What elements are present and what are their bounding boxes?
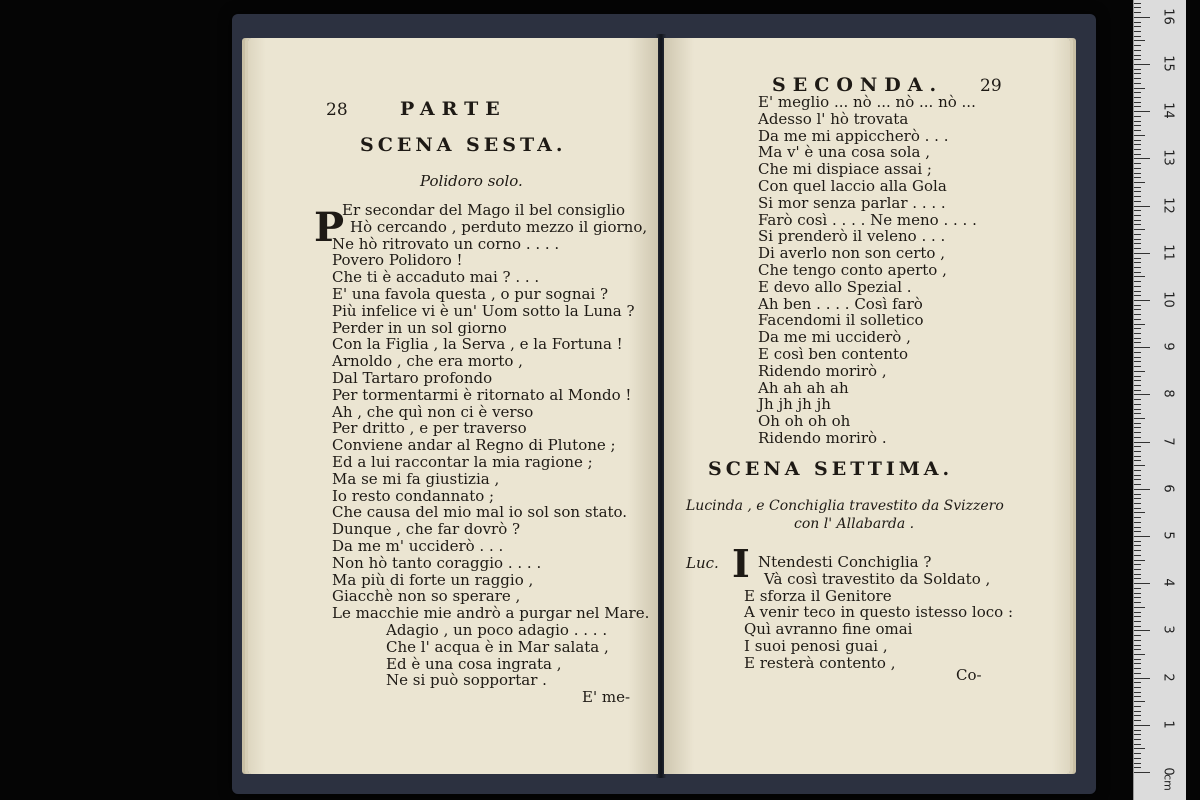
ruler-label: 1 — [1160, 720, 1176, 729]
ruler-tick — [1134, 338, 1141, 339]
ruler-tick — [1134, 267, 1141, 268]
ruler-tick — [1134, 3, 1141, 4]
ruler-tick — [1134, 182, 1145, 183]
ruler-tick — [1134, 701, 1145, 702]
ruler-tick — [1134, 446, 1141, 447]
ruler-tick — [1134, 376, 1141, 377]
ruler-tick — [1134, 545, 1141, 546]
ruler-label: 12 — [1160, 196, 1176, 214]
page-number: 28 — [326, 100, 348, 120]
ruler-tick — [1134, 78, 1141, 79]
verse-line: Ntendesti Conchiglia ? — [758, 553, 932, 571]
verse-line: Quì avranno fine omai — [744, 620, 913, 639]
ruler-tick — [1134, 399, 1141, 400]
verse-line: Per dritto , e per traverso — [332, 419, 527, 438]
ruler-tick — [1134, 125, 1141, 126]
ruler-tick — [1134, 734, 1141, 735]
character-line-continued: con l' Allabarda . — [794, 516, 915, 532]
ruler-tick — [1134, 319, 1141, 320]
verse-line: Che causa del mio mal io sol son stato. — [332, 503, 628, 522]
ruler-tick — [1134, 243, 1141, 244]
verse-line: Adagio , un poco adagio . . . . — [386, 620, 608, 639]
ruler-tick — [1134, 494, 1141, 495]
ruler-tick — [1134, 678, 1150, 679]
verse-line: Da me mi appiccherò . . . — [758, 126, 949, 145]
ruler-tick — [1134, 668, 1141, 669]
ruler-tick — [1134, 26, 1141, 27]
ruler-tick — [1134, 541, 1141, 542]
ruler-tick — [1134, 173, 1141, 174]
verse-line: Arnoldo , che era morto , — [332, 352, 523, 371]
verse-line: Ed è una cosa ingrata , — [386, 654, 562, 673]
verse-line: Ah ben . . . . Così farò — [758, 294, 923, 313]
verse-line: Er secondar del Mago il bel consiglio — [342, 201, 626, 219]
ruler-tick — [1134, 328, 1141, 329]
ruler-tick — [1134, 588, 1141, 589]
ruler-label: 15 — [1160, 55, 1176, 72]
ruler-tick — [1134, 88, 1145, 89]
catchword: Co- — [956, 666, 982, 684]
ruler-tick — [1134, 144, 1141, 145]
verse-line: Ridendo morirò . — [758, 428, 887, 447]
open-book — [232, 14, 1096, 794]
ruler-tick — [1134, 720, 1141, 721]
ruler-label: 9 — [1160, 342, 1176, 351]
verse-line: Con la Figlia , la Serva , e la Fortuna ! — [332, 335, 623, 354]
verse-line: Si mor senza parlar . . . . — [758, 193, 946, 212]
ruler-tick — [1134, 130, 1141, 131]
verse-line: Adesso l' hò trovata — [758, 109, 909, 128]
running-head: PARTE — [400, 98, 507, 120]
ruler-tick — [1134, 220, 1141, 221]
ruler-tick — [1134, 201, 1141, 202]
verse-line: Conviene andar al Regno di Plutone ; — [332, 436, 616, 455]
drop-cap: P — [314, 204, 345, 251]
ruler-tick — [1134, 116, 1141, 117]
ruler-tick — [1134, 140, 1141, 141]
ruler-tick — [1134, 31, 1141, 32]
ruler-tick — [1134, 64, 1150, 65]
verse-line: Dunque , che far dovrò ? — [332, 520, 521, 539]
verse-line: Jh jh jh jh — [758, 395, 831, 414]
ruler-tick — [1134, 224, 1141, 225]
ruler-tick — [1134, 696, 1141, 697]
ruler-tick — [1134, 45, 1141, 46]
verse-line: Che mi dispiace assai ; — [758, 160, 932, 179]
ruler-tick — [1134, 154, 1141, 155]
ruler-tick — [1134, 621, 1141, 622]
ruler-tick — [1134, 234, 1141, 235]
verse-line: E resterà contento , — [744, 653, 896, 672]
ruler-tick — [1134, 276, 1145, 277]
verse-lines — [332, 202, 649, 689]
ruler-tick — [1134, 550, 1141, 551]
ruler-tick — [1134, 763, 1141, 764]
verse-line: Più infelice vi è un' Uom sotto la Luna ? — [332, 301, 635, 320]
verse-line: Perder in un sol giorno — [332, 318, 507, 337]
verse-line: Ma v' è una cosa sola , — [758, 143, 930, 162]
ruler-tick — [1134, 36, 1141, 37]
ruler-tick — [1134, 508, 1141, 509]
verse-line: Da me m' ucciderò . . . — [332, 536, 504, 555]
ruler-tick — [1134, 281, 1141, 282]
verse-line: Che ti è accaduto mai ? . . . — [332, 268, 540, 287]
ruler-tick — [1134, 258, 1141, 259]
ruler-tick — [1134, 239, 1141, 240]
ruler-tick — [1134, 309, 1141, 310]
verse-line: Da me mi ucciderò , — [758, 328, 911, 347]
ruler-label: 13 — [1160, 149, 1176, 167]
verse-line: Dal Tartaro profondo — [332, 368, 493, 387]
verse-line: Facendomi il solletico — [758, 311, 924, 330]
ruler-tick — [1134, 715, 1141, 716]
ruler-tick — [1134, 711, 1141, 712]
verse-line: E devo allo Spezial . — [758, 277, 912, 296]
ruler-tick — [1134, 626, 1141, 627]
ruler-tick — [1134, 484, 1141, 485]
right-page — [664, 38, 1070, 774]
verse-line: Ridendo morirò , — [758, 361, 887, 380]
scene-title: SCENA SESTA. — [360, 134, 567, 156]
ruler-tick — [1134, 102, 1141, 103]
ruler-tick — [1134, 106, 1141, 107]
ruler-label: 6 — [1160, 484, 1176, 493]
ruler-tick — [1134, 92, 1141, 93]
scene-verse-lines — [744, 553, 1014, 672]
ruler-tick — [1134, 253, 1150, 254]
ruler-tick — [1134, 385, 1141, 386]
ruler-tick — [1134, 569, 1141, 570]
ruler-unit: cm — [1161, 774, 1175, 791]
ruler-tick — [1134, 83, 1141, 84]
verse-lines — [758, 94, 977, 447]
ruler-tick — [1134, 470, 1141, 471]
ruler-tick — [1134, 659, 1141, 660]
verse-line: Và così travestito da Soldato , — [764, 569, 991, 588]
ruler-tick — [1134, 597, 1141, 598]
verse-line: Con quel laccio alla Gola — [758, 176, 947, 195]
verse-line: I suoi penosi guai , — [744, 636, 888, 655]
ruler-tick — [1134, 50, 1141, 51]
ruler-tick — [1134, 498, 1141, 499]
verse-line: Le macchie mie andrò a purgar nel Mare. — [332, 604, 650, 623]
ruler-tick — [1134, 111, 1150, 112]
ruler-tick — [1134, 583, 1150, 584]
verse-line: Giacchè non so sperare , — [332, 587, 521, 606]
ruler-tick — [1134, 442, 1150, 443]
verse-line: Ed a lui raccontar la mia ragione ; — [332, 452, 593, 471]
ruler-label: 16 — [1160, 8, 1176, 25]
ruler-tick — [1134, 135, 1145, 136]
verse-line: Ne si può sopportar . — [386, 671, 547, 690]
verse-line: Oh oh oh oh — [758, 412, 851, 431]
ruler-tick — [1134, 739, 1141, 740]
ruler-tick — [1134, 555, 1141, 556]
verse-line: Di averlo non son certo , — [758, 244, 945, 263]
scene-title: SCENA SETTIMA. — [708, 458, 954, 480]
drop-cap: I — [732, 541, 750, 586]
ruler-tick — [1134, 380, 1141, 381]
catchword: E' me- — [582, 688, 631, 706]
speaker-label: Luc. — [686, 554, 719, 572]
ruler-tick — [1134, 758, 1141, 759]
ruler-tick — [1134, 460, 1141, 461]
ruler-tick — [1134, 772, 1150, 773]
ruler-label: 7 — [1160, 436, 1176, 446]
running-head: SECONDA. — [772, 74, 944, 96]
verse-line: Si prenderò il veleno . . . — [758, 227, 946, 246]
ruler-tick — [1134, 456, 1141, 457]
ruler-tick — [1134, 404, 1141, 405]
ruler-tick — [1134, 427, 1141, 428]
ruler-tick — [1134, 206, 1150, 207]
verse-line: Ma più di forte un raggio , — [332, 570, 534, 589]
ruler-tick — [1134, 531, 1141, 532]
ruler-tick — [1134, 272, 1141, 273]
ruler-tick — [1134, 475, 1141, 476]
ruler-tick — [1134, 357, 1141, 358]
ruler-tick — [1134, 616, 1141, 617]
ruler-label: 11 — [1160, 244, 1176, 261]
ruler-tick — [1134, 17, 1150, 18]
ruler-tick — [1134, 371, 1145, 372]
ruler-tick — [1134, 121, 1141, 122]
ruler-label: 8 — [1160, 389, 1176, 399]
ruler-tick — [1134, 324, 1145, 325]
verse-line: Io resto condannato ; — [332, 486, 495, 505]
ruler-tick — [1134, 536, 1150, 537]
ruler-tick — [1134, 394, 1150, 395]
ruler-tick — [1134, 97, 1141, 98]
ruler-tick — [1134, 730, 1141, 731]
ruler-tick — [1134, 163, 1141, 164]
character-line: Polidoro solo. — [420, 172, 523, 190]
ruler-tick — [1134, 229, 1145, 230]
ruler-tick — [1134, 602, 1141, 603]
verse-line: E così ben contento — [758, 344, 909, 363]
ruler-tick — [1134, 753, 1141, 754]
ruler-tick — [1134, 706, 1141, 707]
ruler-tick — [1134, 744, 1141, 745]
verse-line: Non hò tanto coraggio . . . . — [332, 553, 542, 572]
verse-line: A venir teco in questo istesso loco : — [744, 603, 1014, 622]
ruler-tick — [1134, 366, 1141, 367]
ruler-tick — [1134, 489, 1150, 490]
ruler-tick — [1134, 687, 1141, 688]
ruler-tick — [1134, 423, 1141, 424]
ruler-tick — [1134, 73, 1141, 74]
ruler-tick — [1134, 40, 1145, 41]
ruler-tick — [1134, 593, 1141, 594]
ruler-tick — [1134, 645, 1141, 646]
ruler-tick — [1134, 630, 1150, 631]
left-page — [248, 38, 658, 774]
ruler-label: 14 — [1160, 102, 1176, 119]
ruler-tick — [1134, 432, 1141, 433]
ruler-tick — [1134, 347, 1150, 348]
ruler-tick — [1134, 517, 1141, 518]
ruler-tick — [1134, 295, 1141, 296]
verse-line: E' una favola questa , o pur sognai ? — [332, 284, 609, 303]
ruler-tick — [1134, 413, 1141, 414]
ruler-tick — [1134, 527, 1141, 528]
ruler-tick — [1134, 418, 1145, 419]
verse-line: E' meglio ... nò ... nò ... nò ... — [758, 93, 976, 111]
verse-line: Che l' acqua è in Mar salata , — [386, 637, 609, 656]
ruler-tick — [1134, 574, 1141, 575]
measurement-ruler — [1133, 0, 1186, 800]
ruler-tick — [1134, 512, 1145, 513]
verse-line: Hò cercando , perduto mezzo il giorno, — [350, 217, 648, 236]
verse-line: Farò così . . . . Ne meno . . . . — [758, 210, 977, 229]
ruler-tick — [1134, 673, 1141, 674]
ruler-label: 0 — [1160, 767, 1176, 776]
ruler-label: 4 — [1160, 578, 1176, 587]
ruler-tick — [1134, 59, 1141, 60]
ruler-tick — [1134, 578, 1141, 579]
ruler-tick — [1134, 479, 1141, 480]
ruler-tick — [1134, 291, 1141, 292]
ruler-tick — [1134, 215, 1141, 216]
ruler-tick — [1134, 177, 1141, 178]
ruler-tick — [1134, 607, 1145, 608]
ruler-tick — [1134, 612, 1141, 613]
verse-line: Ah , che quì non ci è verso — [332, 402, 534, 421]
ruler-tick — [1134, 286, 1141, 287]
ruler-label: 2 — [1160, 672, 1176, 682]
ruler-tick — [1134, 352, 1141, 353]
ruler-tick — [1134, 682, 1141, 683]
ruler-tick — [1134, 69, 1141, 70]
ruler-tick — [1134, 158, 1150, 159]
verse-line: Povero Polidoro ! — [332, 251, 463, 270]
ruler-tick — [1134, 767, 1141, 768]
ruler-tick — [1134, 196, 1141, 197]
verse-line: Per tormentarmi è ritornato al Mondo ! — [332, 385, 632, 404]
ruler-tick — [1134, 748, 1145, 749]
ruler-tick — [1134, 7, 1141, 8]
ruler-tick — [1134, 437, 1141, 438]
ruler-tick — [1134, 390, 1141, 391]
ruler-tick — [1134, 465, 1145, 466]
ruler-tick — [1134, 300, 1150, 301]
ruler-tick — [1134, 210, 1141, 211]
verse-line: Ne hò ritrovato un corno . . . . — [332, 234, 560, 253]
ruler-tick — [1134, 451, 1141, 452]
ruler-tick — [1134, 649, 1141, 650]
ruler-label: 10 — [1160, 291, 1176, 308]
verse-line: E sforza il Genitore — [744, 586, 892, 605]
verse-line: Ma se mi fa giustizia , — [332, 469, 500, 488]
ruler-tick — [1134, 663, 1141, 664]
ruler-tick — [1134, 55, 1141, 56]
ruler-tick — [1134, 635, 1141, 636]
ruler-tick — [1134, 692, 1141, 693]
ruler-tick — [1134, 522, 1141, 523]
ruler-tick — [1134, 191, 1141, 192]
ruler-tick — [1134, 12, 1141, 13]
ruler-tick — [1134, 314, 1141, 315]
ruler-label: 5 — [1160, 531, 1176, 540]
ruler-tick — [1134, 503, 1141, 504]
ruler-tick — [1134, 305, 1141, 306]
verse-line: Che tengo conto aperto , — [758, 260, 947, 279]
ruler-tick — [1134, 361, 1141, 362]
page-number: 29 — [980, 76, 1002, 96]
ruler-tick — [1134, 560, 1145, 561]
ruler-label: 3 — [1160, 625, 1176, 635]
ruler-tick — [1134, 187, 1141, 188]
ruler-tick — [1134, 654, 1145, 655]
ruler-tick — [1134, 168, 1141, 169]
ruler-tick — [1134, 22, 1141, 23]
ruler-tick — [1134, 333, 1141, 334]
ruler-tick — [1134, 725, 1150, 726]
ruler-tick — [1134, 262, 1141, 263]
ruler-tick — [1134, 564, 1141, 565]
ruler-tick — [1134, 640, 1141, 641]
ruler-tick — [1134, 149, 1141, 150]
verse-line: Ah ah ah ah — [758, 378, 849, 397]
ruler-tick — [1134, 248, 1141, 249]
ruler-tick — [1134, 342, 1141, 343]
ruler-tick — [1134, 409, 1141, 410]
character-line: Lucinda , e Conchiglia travestito da Svizzero — [686, 498, 1004, 514]
